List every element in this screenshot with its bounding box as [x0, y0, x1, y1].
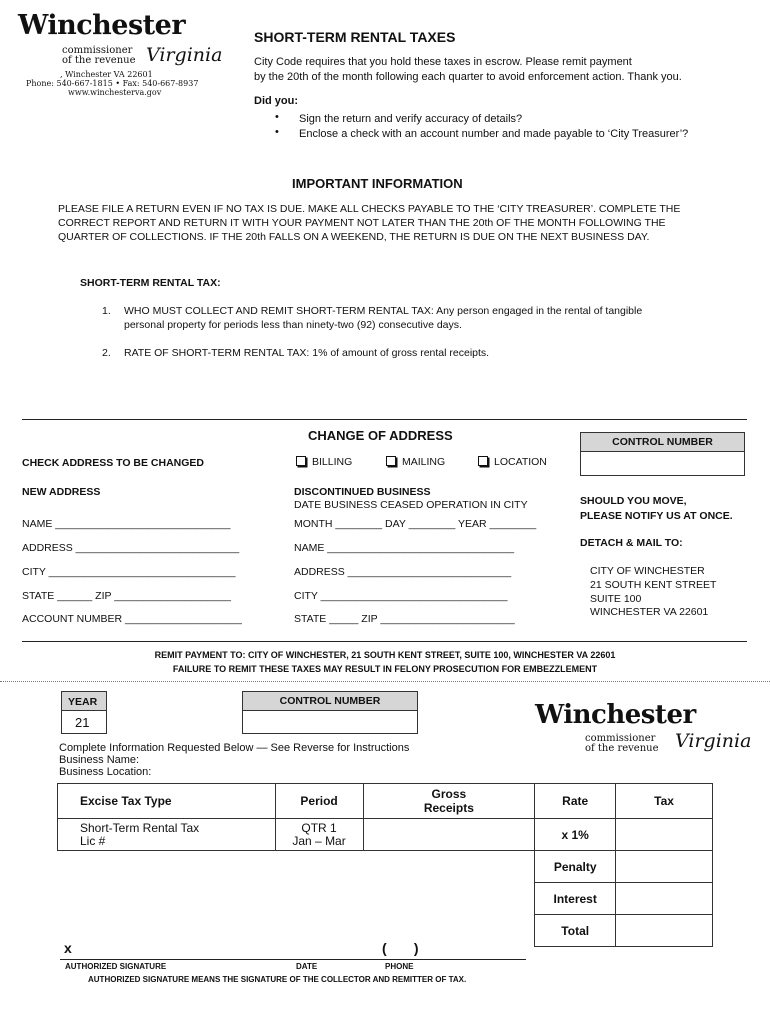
item-1-text-b: personal property for periods less than ninety-two (92) consecutive days.	[124, 319, 462, 331]
period-cell	[275, 819, 363, 851]
item-1-number: 1.	[102, 305, 111, 317]
spacer-cell	[58, 883, 276, 915]
old-city-field[interactable]: CITY ________________________________	[294, 590, 508, 602]
period-header-text: Period	[300, 794, 338, 808]
tax-field[interactable]	[616, 819, 713, 851]
should-move-line-2: PLEASE NOTIFY US AT ONCE.	[580, 510, 733, 522]
signature-note: AUTHORIZED SIGNATURE MEANS THE SIGNATURE OF THE COLLECTOR AND REMITTER OF TAX.	[88, 975, 467, 984]
tear-line	[0, 681, 770, 682]
item-2-number: 2.	[102, 347, 111, 359]
intro-line-2: by the 20th of the month following each quarter to avoid enforcement action. Thank you.	[254, 71, 682, 83]
stub-instructions: Complete Information Requested Below — See Reverse for Instructions	[59, 742, 410, 754]
logo-word: Winchester	[18, 10, 186, 41]
intro-line-1: City Code requires that you hold these taxes in escrow. Please remit payment	[254, 56, 632, 68]
divider-top	[22, 419, 747, 420]
penalty-field[interactable]	[616, 851, 713, 883]
office-website: www.winchesterva.gov	[68, 88, 162, 97]
spacer-cell	[363, 851, 535, 883]
office-phone-fax: Phone: 540-667-1815 • Fax: 540-667-8937	[26, 79, 199, 88]
tax-table	[57, 783, 713, 947]
signature-label: AUTHORIZED SIGNATURE	[65, 962, 167, 971]
gross-receipts-field[interactable]	[363, 819, 535, 851]
excise-type-cell	[58, 819, 276, 851]
stub-logo-script: Virginia	[675, 730, 752, 752]
interest-label: Interest	[535, 883, 616, 915]
new-name-field[interactable]: NAME ______________________________	[22, 518, 231, 530]
bullet-1: Sign the return and verify accuracy of details?	[299, 113, 523, 125]
period-header	[275, 784, 363, 819]
new-state-zip-field[interactable]: STATE ______ ZIP ____________________	[22, 590, 232, 602]
remit-line-1: REMIT PAYMENT TO: CITY OF WINCHESTER, 21 SOUTH KENT STREET, SUITE 100, WINCHESTER VA 22601	[154, 650, 616, 660]
bullet-dot-2: •	[275, 126, 279, 138]
new-city-field[interactable]: CITY ________________________________	[22, 566, 236, 578]
mail-to-line-1: CITY OF WINCHESTER	[590, 565, 705, 577]
new-address-label: NEW ADDRESS	[22, 486, 101, 498]
mail-to-line-2: 21 SOUTH KENT STREET	[590, 579, 717, 591]
stub-logo-line1: commissioner	[585, 733, 656, 744]
spacer-cell	[363, 883, 535, 915]
item-2-text: RATE OF SHORT-TERM RENTAL TAX: 1% of amount of gross rental receipts.	[124, 347, 490, 359]
phone-label: PHONE	[385, 962, 414, 971]
stub-logo-word: Winchester	[535, 700, 696, 730]
rate-header	[535, 784, 616, 819]
control-number-label: CONTROL NUMBER	[612, 436, 713, 448]
stub-logo	[535, 700, 750, 760]
important-line-3: QUARTER OF COLLECTIONS. IF THE 20th FALLS ON A WEEKEND, THE RETURN IS DUE ON THE NEXT BUSINESS DAY.	[58, 231, 650, 243]
mailing-checkbox[interactable]	[386, 456, 445, 468]
mailing-label: MAILING	[402, 456, 446, 468]
phone-parens: ( )	[382, 940, 419, 956]
spacer-cell	[58, 851, 276, 883]
gross-receipts-header	[363, 784, 535, 819]
account-number-field[interactable]: ACCOUNT NUMBER ____________________	[22, 613, 242, 625]
period-months: Jan – Mar	[292, 833, 346, 848]
checkbox-icon	[386, 456, 396, 466]
date-label: DATE	[296, 962, 318, 971]
important-heading: IMPORTANT INFORMATION	[292, 176, 463, 191]
divider-bottom	[22, 641, 747, 642]
rate-header-text: Rate	[562, 794, 589, 808]
old-address-field[interactable]: ADDRESS ____________________________	[294, 566, 512, 578]
spacer-cell	[275, 883, 363, 915]
office-address: , Winchester VA 22601	[60, 70, 153, 79]
date-ceased-label: DATE BUSINESS CEASED OPERATION IN CITY	[294, 499, 528, 511]
excise-type-header	[58, 784, 276, 819]
billing-label: BILLING	[312, 456, 353, 468]
important-line-2: CORRECT REPORT AND RETURN IT WITH YOUR PAYMENT NOT LATER THAN THE 20th OF THE MONTH FOLLOWING THE	[58, 217, 666, 229]
location-label: LOCATION	[494, 456, 547, 468]
spacer-cell	[275, 915, 363, 947]
rate-cell: x 1%	[535, 819, 616, 851]
page-title: SHORT-TERM RENTAL TAXES	[254, 29, 456, 45]
period-quarter: QTR 1	[301, 820, 337, 835]
bullet-2: Enclose a check with an account number and made payable to ‘City Treasurer’?	[299, 128, 689, 140]
spacer-cell	[58, 915, 276, 947]
excise-type-name: Short-Term Rental Tax	[80, 820, 200, 835]
year-label: YEAR	[68, 696, 98, 708]
stub-control-label: CONTROL NUMBER	[279, 695, 381, 707]
ceased-date-field[interactable]: MONTH ________ DAY ________ YEAR ________	[294, 518, 537, 530]
interest-field[interactable]	[616, 883, 713, 915]
checkbox-icon	[478, 456, 488, 466]
new-address-field[interactable]: ADDRESS ____________________________	[22, 542, 240, 554]
excise-type-header-text: Excise Tax Type	[80, 794, 172, 808]
penalty-label: Penalty	[535, 851, 616, 883]
detach-label: DETACH & MAIL TO:	[580, 537, 683, 549]
check-address-label: CHECK ADDRESS TO BE CHANGED	[22, 457, 205, 469]
stub-logo-line2: of the revenue	[585, 743, 659, 754]
location-checkbox[interactable]	[478, 456, 547, 468]
spacer-cell	[275, 851, 363, 883]
did-you-label: Did you:	[254, 95, 298, 107]
checkbox-icon	[296, 456, 306, 466]
gross-receipts-header-text: Gross Receipts	[423, 787, 474, 815]
signature-x: x	[64, 940, 72, 956]
stub-control-field[interactable]	[242, 710, 418, 734]
old-name-field[interactable]: NAME ________________________________	[294, 542, 515, 554]
signature-line[interactable]	[60, 959, 526, 960]
bullet-dot-1: •	[275, 111, 279, 123]
winchester-logo	[18, 10, 223, 70]
tax-header	[616, 784, 713, 819]
total-field[interactable]	[616, 915, 713, 947]
business-name-label: Business Name:	[59, 754, 140, 766]
total-label: Total	[535, 915, 616, 947]
billing-checkbox[interactable]	[296, 456, 352, 468]
license-number-label: Lic #	[80, 833, 106, 848]
str-tax-subheading: SHORT-TERM RENTAL TAX:	[80, 277, 221, 289]
remit-line-2: FAILURE TO REMIT THESE TAXES MAY RESULT IN FELONY PROSECUTION FOR EMBEZZLEMENT	[172, 664, 598, 674]
should-move-line-1: SHOULD YOU MOVE,	[580, 495, 687, 507]
change-heading: CHANGE OF ADDRESS	[308, 428, 453, 443]
old-state-zip-field[interactable]: STATE _____ ZIP _______________________	[294, 613, 515, 625]
mail-to-line-3: SUITE 100	[590, 593, 642, 605]
control-number-field[interactable]	[580, 451, 745, 476]
logo-line1: commissioner	[62, 45, 133, 56]
year-value: 21	[75, 715, 90, 730]
item-1-text-a: WHO MUST COLLECT AND REMIT SHORT-TERM RENTAL TAX: Any person engaged in the rental of tangible	[124, 305, 643, 317]
logo-line2: of the revenue	[62, 55, 136, 66]
mail-to-line-4: WINCHESTER VA 22601	[590, 606, 709, 618]
logo-script: Virginia	[146, 44, 223, 66]
important-line-1: PLEASE FILE A RETURN EVEN IF NO TAX IS DUE. MAKE ALL CHECKS PAYABLE TO THE ‘CITY TREASURER’. COMPLETE THE	[58, 203, 681, 215]
discontinued-label: DISCONTINUED BUSINESS	[294, 486, 431, 498]
tax-header-text: Tax	[654, 794, 674, 808]
business-location-label: Business Location:	[59, 766, 152, 778]
